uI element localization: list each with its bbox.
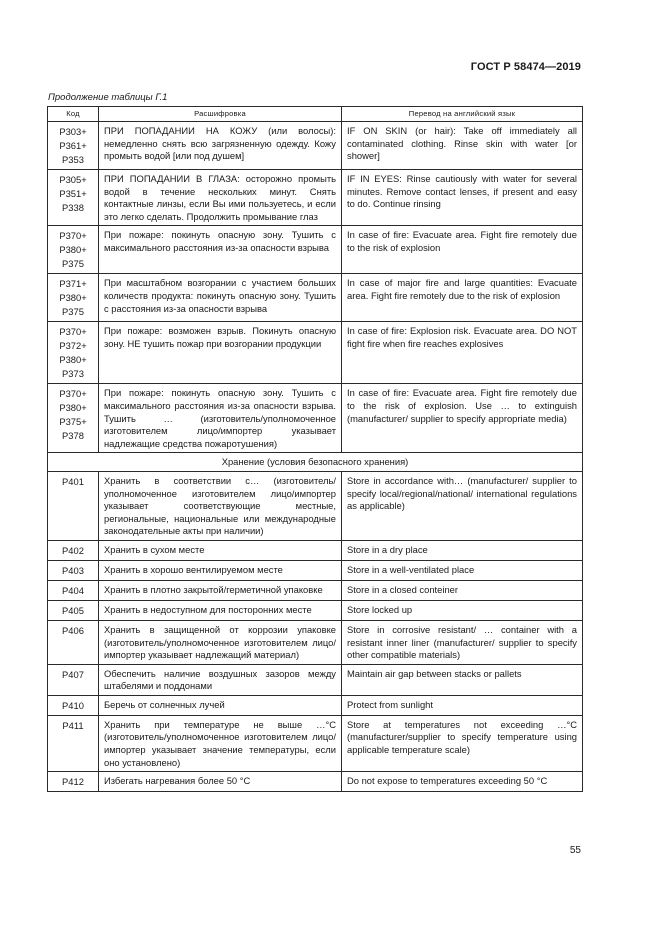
description-cell: При масштабном возгорании с участием больших количеств продукта: покинуть опасную зону. Тушить с расстояния из-за опасности взрыва bbox=[99, 274, 342, 322]
precaution-code: P403 bbox=[62, 564, 84, 576]
precaution-code: P305+ bbox=[59, 174, 87, 185]
precaution-code: P351+ bbox=[59, 188, 87, 199]
translation-cell: Protect from sunlight bbox=[342, 695, 583, 715]
precaution-code: P370+ bbox=[59, 388, 87, 400]
precaution-code: P404 bbox=[62, 584, 84, 596]
precaution-code: P402 bbox=[62, 544, 84, 556]
table-row bbox=[48, 274, 583, 322]
table-row bbox=[48, 664, 583, 695]
precaution-code: P401 bbox=[62, 475, 84, 487]
precaution-code: P361+ bbox=[59, 140, 87, 151]
description-cell: Хранить в сухом месте bbox=[99, 540, 342, 560]
table-row bbox=[48, 226, 583, 274]
code-cell bbox=[48, 274, 99, 322]
code-cell bbox=[48, 560, 99, 580]
table-body bbox=[48, 122, 583, 792]
table-row bbox=[48, 695, 583, 715]
precaution-code: P412 bbox=[62, 776, 84, 788]
column-header-translation: Перевод на английский язык bbox=[342, 107, 583, 122]
table-row bbox=[48, 580, 583, 600]
description-cell: Хранить в хорошо вентилируемом месте bbox=[99, 560, 342, 580]
code-cell bbox=[48, 600, 99, 620]
page-number: 55 bbox=[569, 845, 581, 856]
code-cell bbox=[48, 664, 99, 695]
precaution-code: P380+ bbox=[59, 402, 87, 414]
description-cell: Хранить в соответствии с… (изготовитель/ уполномоченное изготовителем лицо/импортер указывает соответствующие местные, региональные, национальные или международные законодательные акты при наличии) bbox=[99, 471, 342, 540]
precaution-code: P353 bbox=[62, 154, 84, 165]
table-row bbox=[48, 322, 583, 384]
precaution-code: P371+ bbox=[59, 278, 87, 290]
precaution-code: P370+ bbox=[59, 326, 87, 338]
code-cell bbox=[48, 715, 99, 771]
column-header-code: Код bbox=[48, 107, 99, 122]
translation-cell: IF IN EYES: Rinse cautiously with water for several minutes. Remove contact lenses, if present and easy to do. Continue rinsing bbox=[342, 170, 583, 226]
translation-cell: IF ON SKIN (or hair): Take off immediately all contaminated clothing. Rinse skin with water [or shower] bbox=[342, 122, 583, 170]
translation-cell: Store in a well-ventilated place bbox=[342, 560, 583, 580]
precaution-code: P406 bbox=[62, 624, 84, 636]
document-header: ГОСТ Р 58474—2019 bbox=[470, 61, 581, 73]
precaution-code: P338 bbox=[62, 202, 84, 213]
precaution-code: P303+ bbox=[59, 126, 87, 137]
description-cell: ПРИ ПОПАДАНИИ В ГЛАЗА: осторожно промыть водой в течение нескольких минут. Снять контактные линзы, если Вы ими пользуетесь, и если это легко сделать. Продолжить промывание глаз bbox=[99, 170, 342, 226]
code-cell bbox=[48, 580, 99, 600]
description-cell: Избегать нагревания более 50 °C bbox=[99, 772, 342, 792]
precaution-code: P407 bbox=[62, 668, 84, 680]
precaution-code: P375 bbox=[62, 258, 84, 270]
translation-cell: Store locked up bbox=[342, 600, 583, 620]
description-cell: Беречь от солнечных лучей bbox=[99, 695, 342, 715]
description-cell: Хранить в защищенной от коррозии упаковке (изготовитель/уполномоченное изготовителем лицо/ импортер указывает надлежащий материал) bbox=[99, 620, 342, 664]
column-header-description: Расшифровка bbox=[99, 107, 342, 122]
translation-cell: In case of fire: Explosion risk. Evacuate area. DO NOT fight fire when fire reaches explosives bbox=[342, 322, 583, 384]
translation-cell: Do not expose to temperatures exceeding 50 °C bbox=[342, 772, 583, 792]
description-cell: Хранить в недоступном для посторонних месте bbox=[99, 600, 342, 620]
table-row bbox=[48, 715, 583, 771]
description-cell: Хранить в плотно закрытой/герметичной упаковке bbox=[99, 580, 342, 600]
table-caption: Продолжение таблицы Г.1 bbox=[48, 92, 168, 103]
translation-cell: Store in a dry place bbox=[342, 540, 583, 560]
translation-cell: In case of fire: Evacuate area. Fight fire remotely due to the risk of explosion. Use … to extinguish (manufacturer/ supplier to specify appropriate media) bbox=[342, 384, 583, 453]
table-row bbox=[48, 471, 583, 540]
code-cell bbox=[48, 384, 99, 453]
translation-cell: In case of fire: Evacuate area. Fight fire remotely due to the risk of explosion bbox=[342, 226, 583, 274]
code-cell bbox=[48, 322, 99, 384]
table-row bbox=[48, 384, 583, 453]
description-cell: При пожаре: возможен взрыв. Покинуть опасную зону. НЕ тушить пожар при возгорании продукции bbox=[99, 322, 342, 384]
translation-cell: Store in corrosive resistant/ … container with a resistant inner liner (manufacturer/ supplier to specify other compatible materials) bbox=[342, 620, 583, 664]
precaution-code: P411 bbox=[62, 719, 84, 731]
code-cell bbox=[48, 620, 99, 664]
precaution-code: P378 bbox=[62, 430, 84, 442]
code-cell bbox=[48, 471, 99, 540]
translation-cell: Store in accordance with… (manufacturer/ supplier to specify local/regional/national/ international regulations as applicable) bbox=[342, 471, 583, 540]
code-cell bbox=[48, 170, 99, 226]
description-cell: Обеспечить наличие воздушных зазоров между штабелями и поддонами bbox=[99, 664, 342, 695]
table-row bbox=[48, 620, 583, 664]
table-header-row bbox=[48, 107, 583, 122]
description-cell: ПРИ ПОПАДАНИИ НА КОЖУ (или волосы): немедленно снять всю загрязненную одежду. Кожу промыть водой [или под душем] bbox=[99, 122, 342, 170]
table-row bbox=[48, 600, 583, 620]
description-cell: Хранить при температуре не выше …°C (изготовитель/уполномоченное изготовителем лицо/импортер указывает значение температуры, если оно установлено) bbox=[99, 715, 342, 771]
code-cell bbox=[48, 122, 99, 170]
table-row bbox=[48, 772, 583, 792]
section-row bbox=[48, 453, 583, 472]
code-cell bbox=[48, 540, 99, 560]
code-cell bbox=[48, 226, 99, 274]
table-row bbox=[48, 170, 583, 226]
precaution-code: P380+ bbox=[59, 354, 87, 366]
translation-cell: In case of major fire and large quantities: Evacuate area. Fight fire remotely due to the risk of explosion bbox=[342, 274, 583, 322]
section-title: Хранение (условия безопасного хранения) bbox=[48, 453, 583, 472]
hazard-codes-table bbox=[47, 106, 583, 792]
translation-cell: Maintain air gap between stacks or pallets bbox=[342, 664, 583, 695]
precaution-code: P370+ bbox=[59, 230, 87, 242]
precaution-code: P380+ bbox=[59, 292, 87, 304]
precaution-code: P410 bbox=[62, 699, 84, 711]
precaution-code: P380+ bbox=[59, 244, 87, 256]
description-cell: При пожаре: покинуть опасную зону. Тушить с максимального расстояния из-за опасности взрыва. Тушить … (изготовитель/уполномоченное изготовителем лицо/импортер указывает надлежащие средства пожаротушения) bbox=[99, 384, 342, 453]
translation-cell: Store in a closed conteiner bbox=[342, 580, 583, 600]
description-cell: При пожаре: покинуть опасную зону. Тушить с максимального расстояния из-за опасности взрыва bbox=[99, 226, 342, 274]
table-row bbox=[48, 560, 583, 580]
table-row bbox=[48, 540, 583, 560]
precaution-code: P375 bbox=[62, 306, 84, 318]
precaution-code: P373 bbox=[62, 368, 84, 380]
code-cell bbox=[48, 772, 99, 792]
precaution-code: P375+ bbox=[59, 416, 87, 428]
table-row bbox=[48, 122, 583, 170]
precaution-code: P405 bbox=[62, 604, 84, 616]
precaution-code: P372+ bbox=[59, 340, 87, 352]
translation-cell: Store at temperatures not exceeding …°C (manufacturer/supplier to specify temperature using applicable temperature scale) bbox=[342, 715, 583, 771]
code-cell bbox=[48, 695, 99, 715]
